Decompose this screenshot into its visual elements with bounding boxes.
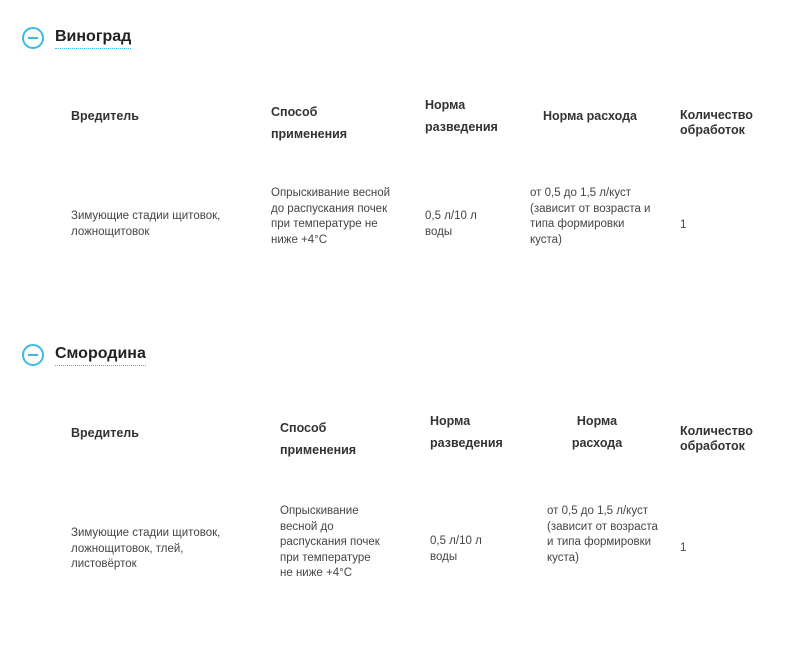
cell-pest: Зимующие стадии щитовок, ложнощитовок, тлей, листовёрток — [71, 527, 221, 570]
header-dilution: Норма разведения — [430, 414, 503, 450]
header-consumption: Норма расхода — [543, 109, 638, 123]
section-title: Виноград — [55, 27, 131, 49]
section-toggle-grape[interactable] — [22, 27, 131, 49]
header-consumption: Норма расхода — [571, 414, 623, 450]
header-pest: Вредитель — [71, 109, 139, 123]
header-method: Способ применения — [280, 421, 357, 457]
header-dilution: Норма разведения — [425, 98, 498, 134]
header-method: Способ применения — [271, 105, 348, 141]
header-treatments: Количество обработок — [680, 424, 753, 453]
cell-pest: Зимующие стадии щитовок, ложнощитовок — [71, 210, 221, 238]
section-toggle-currant[interactable] — [22, 344, 146, 366]
cell-dilution: 0,5 л/10 л воды — [430, 535, 482, 563]
collapse-minus-icon[interactable] — [22, 344, 44, 366]
header-pest: Вредитель — [71, 426, 139, 440]
header-treatments: Количество обработок — [680, 108, 753, 137]
section-title: Смородина — [55, 344, 146, 366]
section-currant — [0, 320, 800, 650]
cell-method: Опрыскивание весной до распускания почек при температуре не ниже +4°С — [271, 187, 391, 246]
cell-treatments: 1 — [680, 219, 687, 231]
section-grape — [0, 0, 800, 320]
cell-consumption: от 0,5 до 1,5 л/куст (зависит от возраста и типа формировки куста) — [530, 187, 651, 246]
cell-method: Опрыскивание весной до распускания почек при температуре не ниже +4°С — [280, 505, 380, 579]
cell-treatments: 1 — [680, 542, 687, 554]
collapse-minus-icon[interactable] — [22, 27, 44, 49]
cell-dilution: 0,5 л/10 л воды — [425, 210, 477, 238]
cell-consumption: от 0,5 до 1,5 л/куст (зависит от возраста и типа формировки куста) — [547, 505, 658, 564]
